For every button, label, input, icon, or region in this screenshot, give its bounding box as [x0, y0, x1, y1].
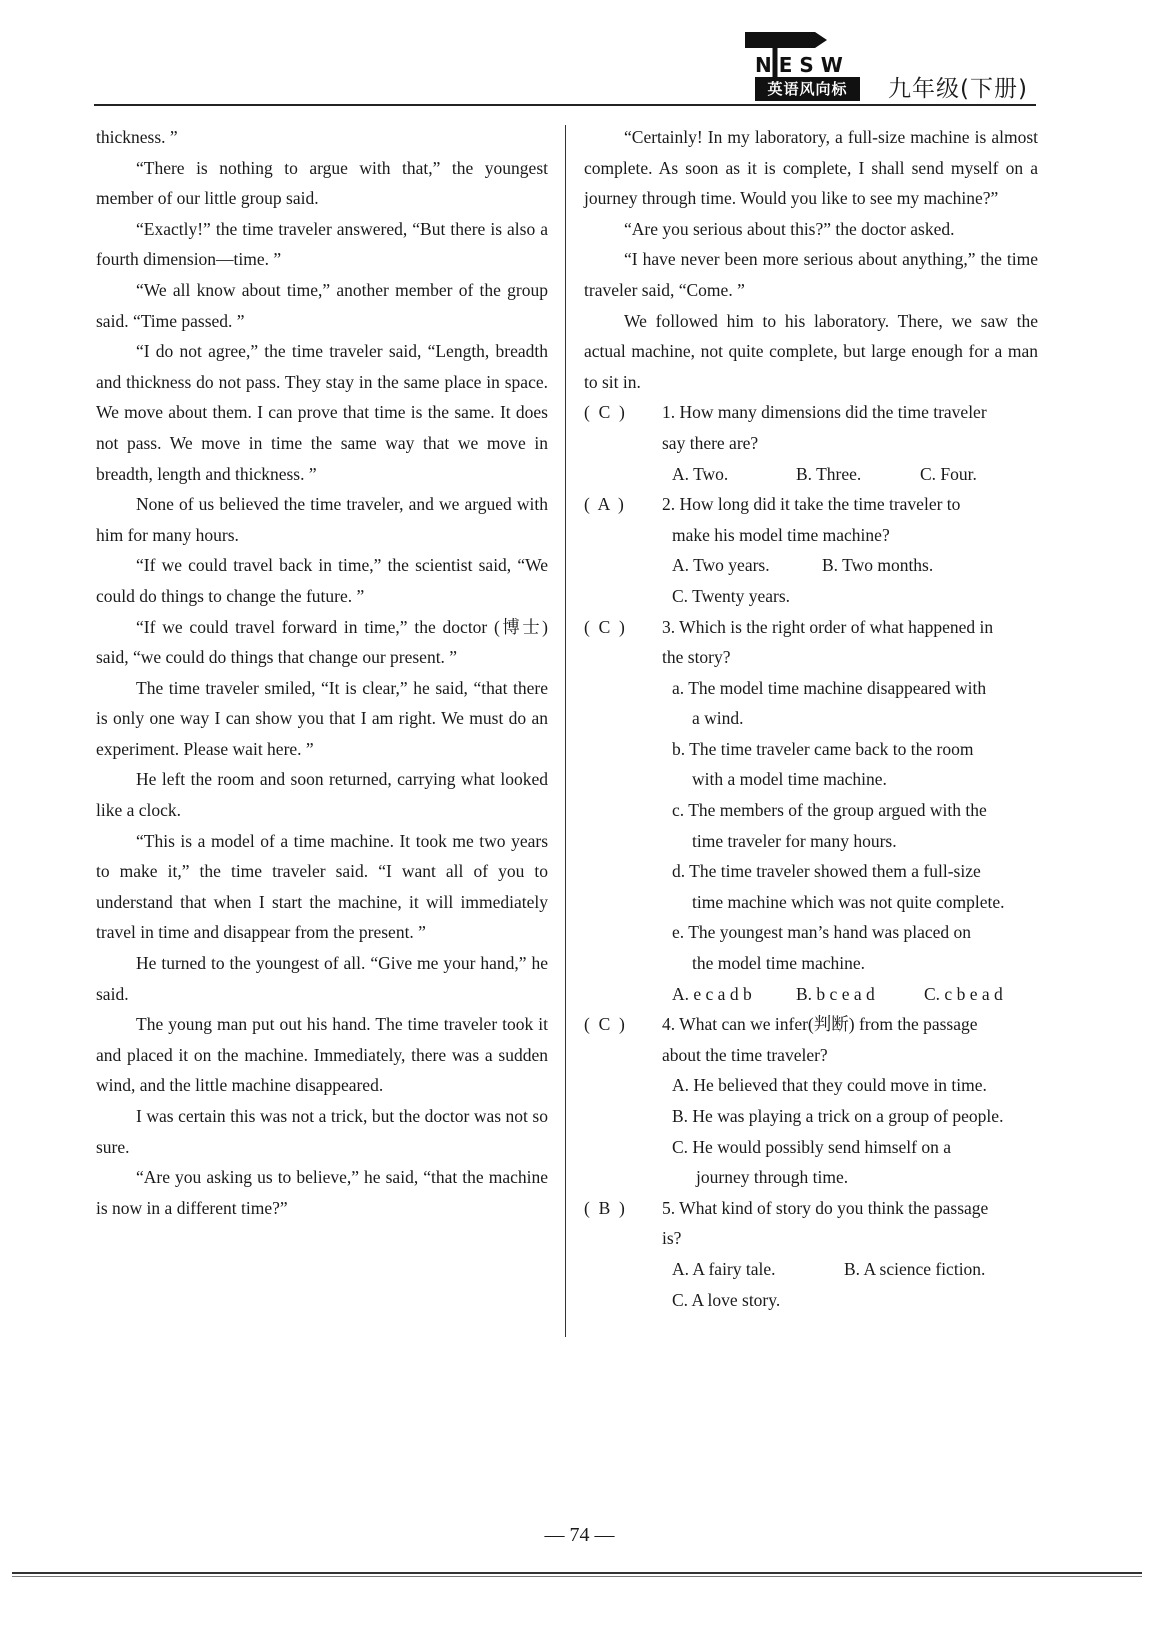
passage-paragraph: He left the room and soon returned, carrying what looked like a clock.	[96, 769, 548, 821]
passage-paragraph: “Exactly!” the time traveler answered, “But there is also a fourth dimension—time. ”	[96, 218, 548, 270]
options-row	[584, 550, 1038, 581]
passage-paragraph: “We all know about time,” another member of the group said. “Time passed. ”	[96, 279, 548, 331]
options-row	[584, 1254, 1038, 1285]
event-text-continued: the model time machine.	[692, 953, 866, 974]
question-3	[584, 612, 1038, 1010]
header-divider	[94, 104, 1036, 106]
passage-paragraph: “Certainly! In my laboratory, a full-size machine is almost complete. As soon as it is complete, I shall send myself on a journey through time. Would you like to see my machine?”	[584, 127, 1038, 209]
event-text-continued: time traveler for many hours.	[692, 830, 897, 851]
event-text-continued: time machine which was not quite complete.	[692, 891, 1005, 912]
option-b: B. A science fiction.	[844, 1258, 986, 1279]
option-c: C. Four.	[920, 463, 977, 484]
footer-divider-thin	[12, 1576, 1142, 1577]
passage-paragraph: “Are you asking us to believe,” he said, “that the machine is now in a different time?”	[96, 1167, 548, 1218]
page-number: — 74 —	[544, 1524, 615, 1546]
passage-paragraph: “I have never been more serious about anything,” the time traveler said, “Come. ”	[584, 249, 1038, 300]
passage-paragraph: “Are you serious about this?” the doctor asked.	[624, 218, 955, 239]
option-b: B. He was playing a trick on a group of people.	[672, 1106, 1004, 1126]
answer-blank: ( C )	[584, 616, 625, 637]
answer-blank: ( C )	[584, 1014, 625, 1035]
question-5	[584, 1193, 1038, 1315]
column-divider	[565, 125, 566, 1337]
left-column	[96, 122, 548, 1223]
event-text-continued: a wind.	[692, 708, 744, 729]
question-stem: 4. What can we infer(判断) from the passage	[662, 1014, 978, 1035]
passage-paragraph: I was certain this was not a trick, but the doctor was not so sure.	[96, 1106, 548, 1157]
event-item	[584, 795, 1038, 856]
answer-blank: ( B )	[584, 1197, 625, 1218]
question-stem-continued: say there are?	[662, 432, 759, 453]
question-stem: 2. How long did it take the time traveler to	[662, 494, 961, 515]
logo-letters: N E S W	[755, 53, 843, 77]
passage-paragraph: “If we could travel back in time,” the scientist said, “We could do things to change the future. ”	[96, 555, 548, 606]
answer-blank: ( A )	[584, 494, 624, 515]
option-a: A. Two.	[672, 463, 729, 484]
passage-paragraph: “I do not agree,” the time traveler said, “Length, breadth and thickness do not pass. They stay in the same place in space. We move about them. I can prove that time is the same. It does not pass. We move in time the same way that we move in breadth, length and thickness. ”	[96, 341, 548, 484]
options-row	[584, 459, 1038, 490]
question-1	[584, 397, 1038, 489]
passage-paragraph: None of us believed the time traveler, and we argued with him for many hours.	[96, 494, 548, 545]
option-a: A. A fairy tale.	[672, 1258, 776, 1279]
option-a: A. Two years.	[672, 555, 770, 576]
logo-badge: 英语风向标	[755, 77, 860, 101]
event-text: b. The time traveler came back to the room	[672, 738, 974, 759]
event-item	[584, 734, 1038, 795]
option-c-continued: journey through time.	[696, 1167, 849, 1188]
event-item	[584, 917, 1038, 978]
event-text: c. The members of the group argued with the	[672, 800, 987, 821]
event-text-continued: with a model time machine.	[692, 769, 887, 790]
option-c: C. He would possibly send himself on a	[672, 1136, 952, 1157]
passage-paragraph: He turned to the youngest of all. “Give me your hand,” he said.	[96, 953, 548, 1004]
passage-paragraph: “If we could travel forward in time,” the doctor (博士) said, “we could do things that change our present. ”	[96, 616, 548, 668]
question-stem: 3. Which is the right order of what happened in	[662, 616, 994, 637]
right-column	[584, 122, 1038, 1315]
event-item	[584, 856, 1038, 917]
event-text: d. The time traveler showed them a full-size	[672, 861, 981, 882]
passage-paragraph: The time traveler smiled, “It is clear,” he said, “that there is only one way I can show you that I am right. We must do an experiment. Please wait here. ”	[96, 677, 548, 759]
option-a: A. e c a d b	[672, 983, 752, 1004]
event-text: e. The youngest man’s hand was placed on	[672, 922, 972, 943]
question-stem-continued: make his model time machine?	[672, 524, 890, 545]
publisher-logo	[735, 22, 865, 98]
options-row	[584, 979, 1038, 1010]
passage-paragraph: “This is a model of a time machine. It took me two years to make it,” the time traveler said. “I want all of you to understand that when I start the machine, it will immediately travel in time and disappear from the present. ”	[96, 830, 548, 943]
question-stem: 1. How many dimensions did the time traveler	[662, 402, 987, 423]
option-a: A. He believed that they could move in time.	[672, 1075, 987, 1096]
question-stem-continued: is?	[662, 1228, 682, 1249]
grade-label: 九年级(下册)	[888, 76, 1028, 102]
question-4	[584, 1009, 1038, 1193]
answer-blank: ( C )	[584, 402, 625, 423]
question-2	[584, 489, 1038, 611]
option-b: B. Two months.	[822, 555, 934, 576]
passage-paragraph: The young man put out his hand. The time traveler took it and placed it on the machine. Immediately, there was a sudden wind, and the little machine disappeared.	[96, 1014, 548, 1096]
passage-paragraph: thickness. ”	[96, 127, 178, 147]
option-c: C. Twenty years.	[672, 585, 791, 606]
footer-divider	[12, 1572, 1142, 1574]
event-item	[584, 673, 1038, 734]
question-stem-continued: about the time traveler?	[662, 1044, 828, 1065]
option-b: B. b c e a d	[796, 983, 875, 1004]
option-b: B. Three.	[796, 463, 862, 484]
passage-paragraph: We followed him to his laboratory. There, we saw the actual machine, not quite complete, but large enough for a man to sit in.	[584, 310, 1038, 392]
signpost-logo-icon	[735, 22, 865, 82]
option-c: C. A love story.	[672, 1289, 781, 1310]
question-stem-continued: the story?	[662, 647, 731, 668]
passage-paragraph: “There is nothing to argue with that,” the youngest member of our little group said.	[96, 157, 548, 209]
event-text: a. The model time machine disappeared with	[672, 677, 987, 698]
question-stem: 5. What kind of story do you think the passage	[662, 1197, 989, 1218]
option-c: C. c b e a d	[924, 983, 1003, 1004]
